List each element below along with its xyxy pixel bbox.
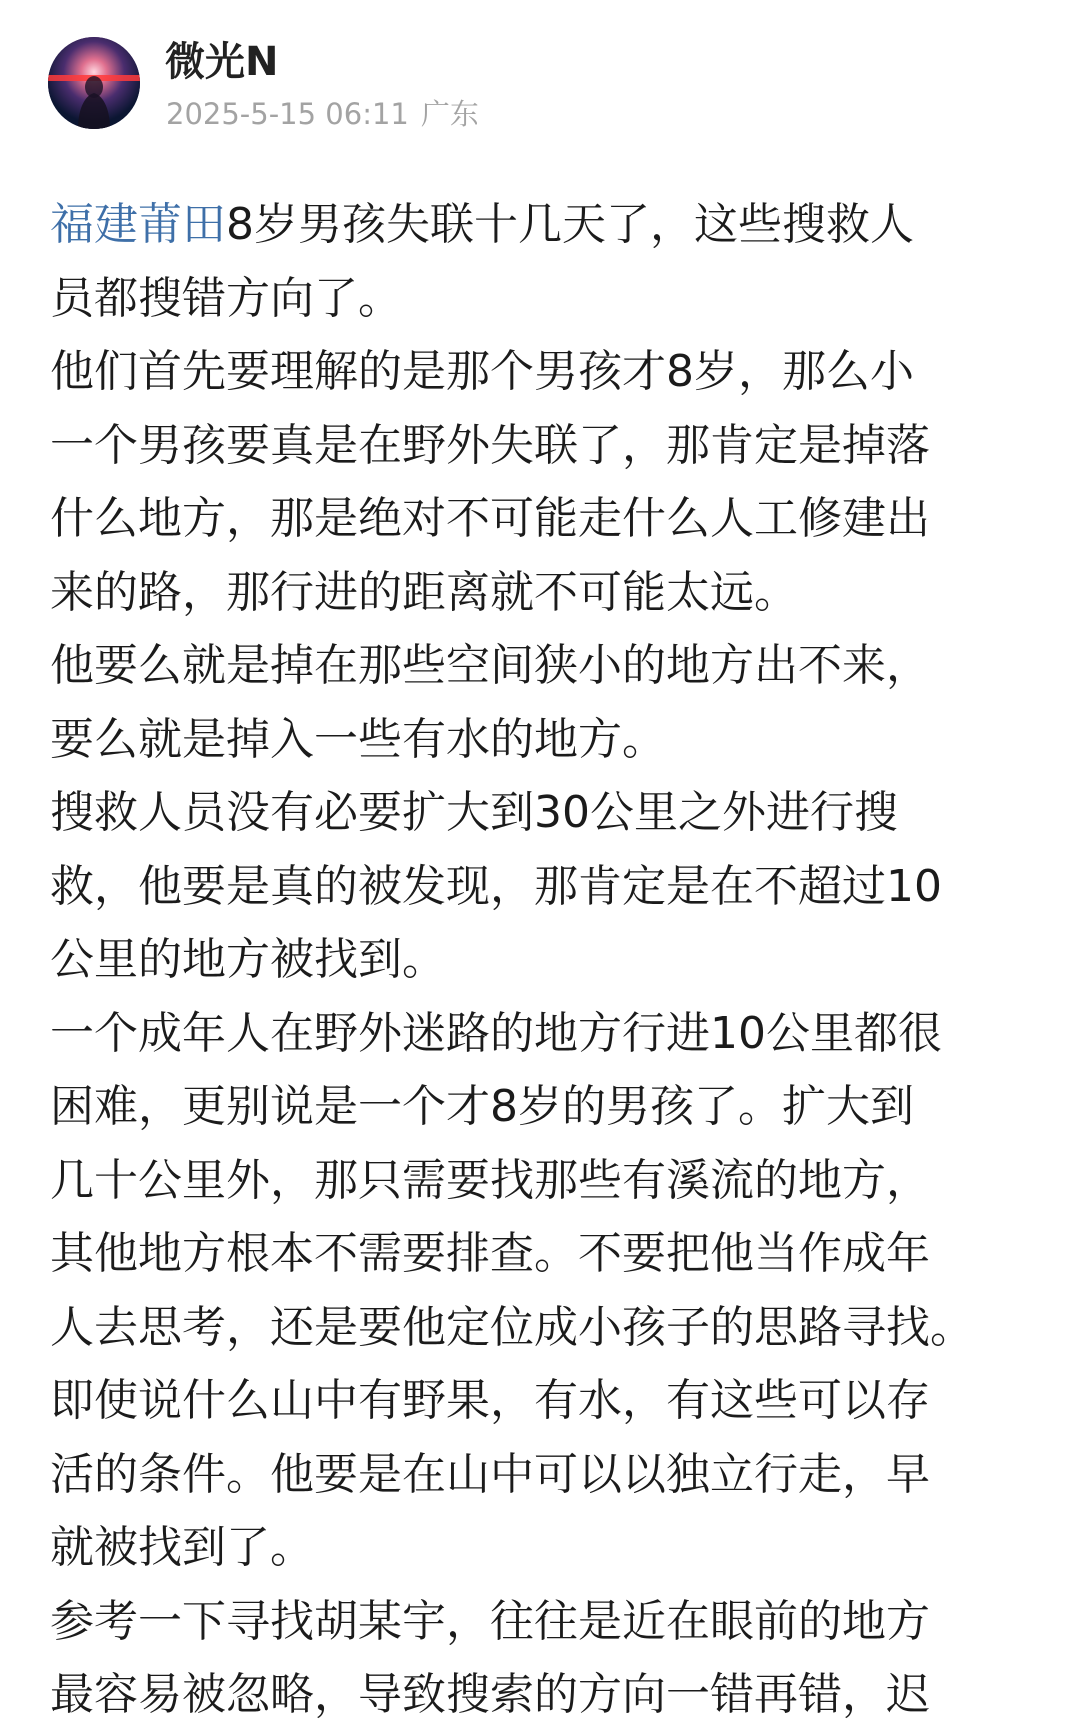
avatar[interactable] <box>48 37 140 129</box>
post-paragraph: 他要么就是掉在那些空间狭小的地方出不来， 要么就是掉入一些有水的地方。 <box>50 640 930 765</box>
post-location: 广东 <box>420 97 479 131</box>
post-paragraph: 参考一下寻找胡某宇，往往是近在眼前的地方 最容易被忽略，导致搜索的方向一错再错，迟 <box>50 1595 930 1720</box>
post-header <box>0 0 1080 150</box>
post-paragraph: 一个成年人在野外迷路的地方行进10公里都很 困难，更别说是一个才8岁的男孩了。扩大到 几十公里外，那只需要找那些有溪流的地方， 其他地方根本不需要排查。不要把他当作成年 人去思考，还是要他定位成小孩子的思路寻找。 <box>50 1007 974 1353</box>
post-paragraph: 搜救人员没有必要扩大到30公里之外进行搜 救，他要是真的被发现，那肯定是在不超过10 公里的地方被找到。 <box>50 787 942 985</box>
post-meta <box>166 96 479 132</box>
post-paragraph-text: 8岁男孩失联十几天了，这些搜救人 员都搜错方向了。 <box>50 199 914 324</box>
post-paragraph: 他们首先要理解的是那个男孩才8岁，那么小 一个男孩要真是在野外失联了，那肯定是掉落 什么地方，那是绝对不可能走什么人工修建出 来的路，那行进的距离就不可能太远。 <box>50 346 930 618</box>
post-body <box>50 188 1065 1732</box>
post-timestamp: 2025-5-15 06:11 <box>166 97 409 131</box>
post-paragraph: 即使说什么山中有野果，有水，有这些可以存 活的条件。他要是在山中可以以独立行走，早 就被找到了。 <box>50 1375 930 1573</box>
post-paragraph <box>50 188 1065 335</box>
topic-link[interactable]: 福建莆田 <box>50 199 226 250</box>
avatar-image-icon <box>48 37 140 129</box>
author-name[interactable]: 微光N <box>165 39 279 85</box>
